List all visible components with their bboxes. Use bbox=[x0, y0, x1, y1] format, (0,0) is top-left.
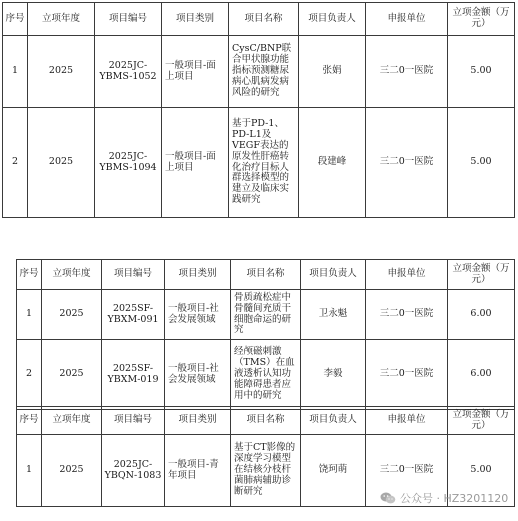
cell-project-name: 骨质疏松症中骨髓间充质干细胞命运的研究 bbox=[231, 290, 301, 340]
project-table-1 bbox=[2, 2, 515, 218]
cell-project-name: 基于CT影像的深度学习模型在结核分枝杆菌肺病辅助诊断研究 bbox=[231, 435, 301, 507]
cell-no: 2 bbox=[17, 340, 42, 410]
header-cell: 项目负责人 bbox=[301, 407, 366, 435]
table-row bbox=[3, 108, 515, 218]
header-cell: 项目名称 bbox=[229, 3, 299, 36]
cell-amount: 6.00 bbox=[448, 290, 515, 340]
cell-leader: 张娟 bbox=[299, 36, 366, 108]
cell-code: 2025JC-YBMS-1094 bbox=[95, 108, 162, 218]
cell-no: 1 bbox=[17, 435, 42, 507]
cell-amount: 5.00 bbox=[448, 435, 515, 507]
cell-year: 2025 bbox=[42, 290, 102, 340]
header-cell: 项目编号 bbox=[102, 260, 165, 290]
cell-leader: 饶珂萌 bbox=[301, 435, 366, 507]
cell-unit: 三二0一医院 bbox=[366, 435, 448, 507]
cell-unit: 三二0一医院 bbox=[366, 36, 448, 108]
cell-no: 1 bbox=[3, 36, 28, 108]
header-cell: 项目类别 bbox=[165, 260, 231, 290]
cell-amount: 5.00 bbox=[448, 108, 515, 218]
header-cell: 申报单位 bbox=[366, 3, 448, 36]
table-header-row bbox=[17, 407, 515, 435]
header-cell: 申报单位 bbox=[366, 260, 448, 290]
header-cell: 项目编号 bbox=[95, 3, 162, 36]
watermark-text: 公众号 · HZ3201120 bbox=[400, 492, 509, 505]
header-cell: 立项年度 bbox=[42, 260, 102, 290]
header-cell: 立项金额（万元） bbox=[448, 3, 515, 36]
cell-project-name: CysC/BNP联合甲状腺功能指标预测糖尿病心肌病发病风险的研究 bbox=[229, 36, 299, 108]
header-cell: 项目编号 bbox=[102, 407, 165, 435]
header-cell: 申报单位 bbox=[366, 407, 448, 435]
cell-no: 1 bbox=[17, 290, 42, 340]
cell-project-name: 经颅磁刺激（TMS）在血液透析认知功能障碍患者应用中的研究 bbox=[231, 340, 301, 410]
cell-year: 2025 bbox=[42, 340, 102, 410]
cell-year: 2025 bbox=[28, 108, 95, 218]
watermark bbox=[380, 490, 508, 506]
cell-code: 2025SF-YBXM-019 bbox=[102, 340, 165, 410]
project-table-2 bbox=[16, 259, 515, 410]
cell-amount: 5.00 bbox=[448, 36, 515, 108]
cell-year: 2025 bbox=[42, 435, 102, 507]
cell-code: 2025SF-YBXM-091 bbox=[102, 290, 165, 340]
header-cell: 项目类别 bbox=[165, 407, 231, 435]
cell-amount: 6.00 bbox=[448, 340, 515, 410]
cell-unit: 三二0一医院 bbox=[366, 108, 448, 218]
cell-category: 一般项目-青年项目 bbox=[165, 435, 231, 507]
cell-category: 一般项目-社会发展领域 bbox=[165, 340, 231, 410]
table-row bbox=[17, 340, 515, 410]
header-cell: 项目类别 bbox=[162, 3, 229, 36]
cell-unit: 三二0一医院 bbox=[366, 340, 448, 410]
cell-year: 2025 bbox=[28, 36, 95, 108]
cell-leader: 卫永魁 bbox=[301, 290, 366, 340]
header-cell: 项目负责人 bbox=[299, 3, 366, 36]
header-cell: 立项年度 bbox=[42, 407, 102, 435]
table-header-row bbox=[17, 260, 515, 290]
cell-category: 一般项目-面上项目 bbox=[162, 36, 229, 108]
header-cell: 项目负责人 bbox=[301, 260, 366, 290]
header-cell: 序号 bbox=[17, 407, 42, 435]
cell-category: 一般项目-面上项目 bbox=[162, 108, 229, 218]
table-row bbox=[17, 290, 515, 340]
table-header-row bbox=[3, 3, 515, 36]
cell-leader: 李毅 bbox=[301, 340, 366, 410]
cell-leader: 段建峰 bbox=[299, 108, 366, 218]
cell-code: 2025JC-YBMS-1052 bbox=[95, 36, 162, 108]
cell-category: 一般项目-社会发展领域 bbox=[165, 290, 231, 340]
wechat-icon bbox=[380, 491, 396, 505]
header-cell: 序号 bbox=[17, 260, 42, 290]
cell-unit: 三二0一医院 bbox=[366, 290, 448, 340]
header-cell: 立项年度 bbox=[28, 3, 95, 36]
cell-project-name: 基于PD-1、PD-L1及VEGF表达的原发性肝癌转化治疗目标人群选择模型的建立及临床实践研究 bbox=[229, 108, 299, 218]
cell-code: 2025JC-YBQN-1083 bbox=[102, 435, 165, 507]
header-cell: 项目名称 bbox=[231, 407, 301, 435]
cell-no: 2 bbox=[3, 108, 28, 218]
header-cell: 立项金额（万元） bbox=[448, 260, 515, 290]
table-row bbox=[3, 36, 515, 108]
header-cell: 序号 bbox=[3, 3, 28, 36]
header-cell: 项目名称 bbox=[231, 260, 301, 290]
header-cell: 立项金额（万元） bbox=[448, 407, 515, 435]
